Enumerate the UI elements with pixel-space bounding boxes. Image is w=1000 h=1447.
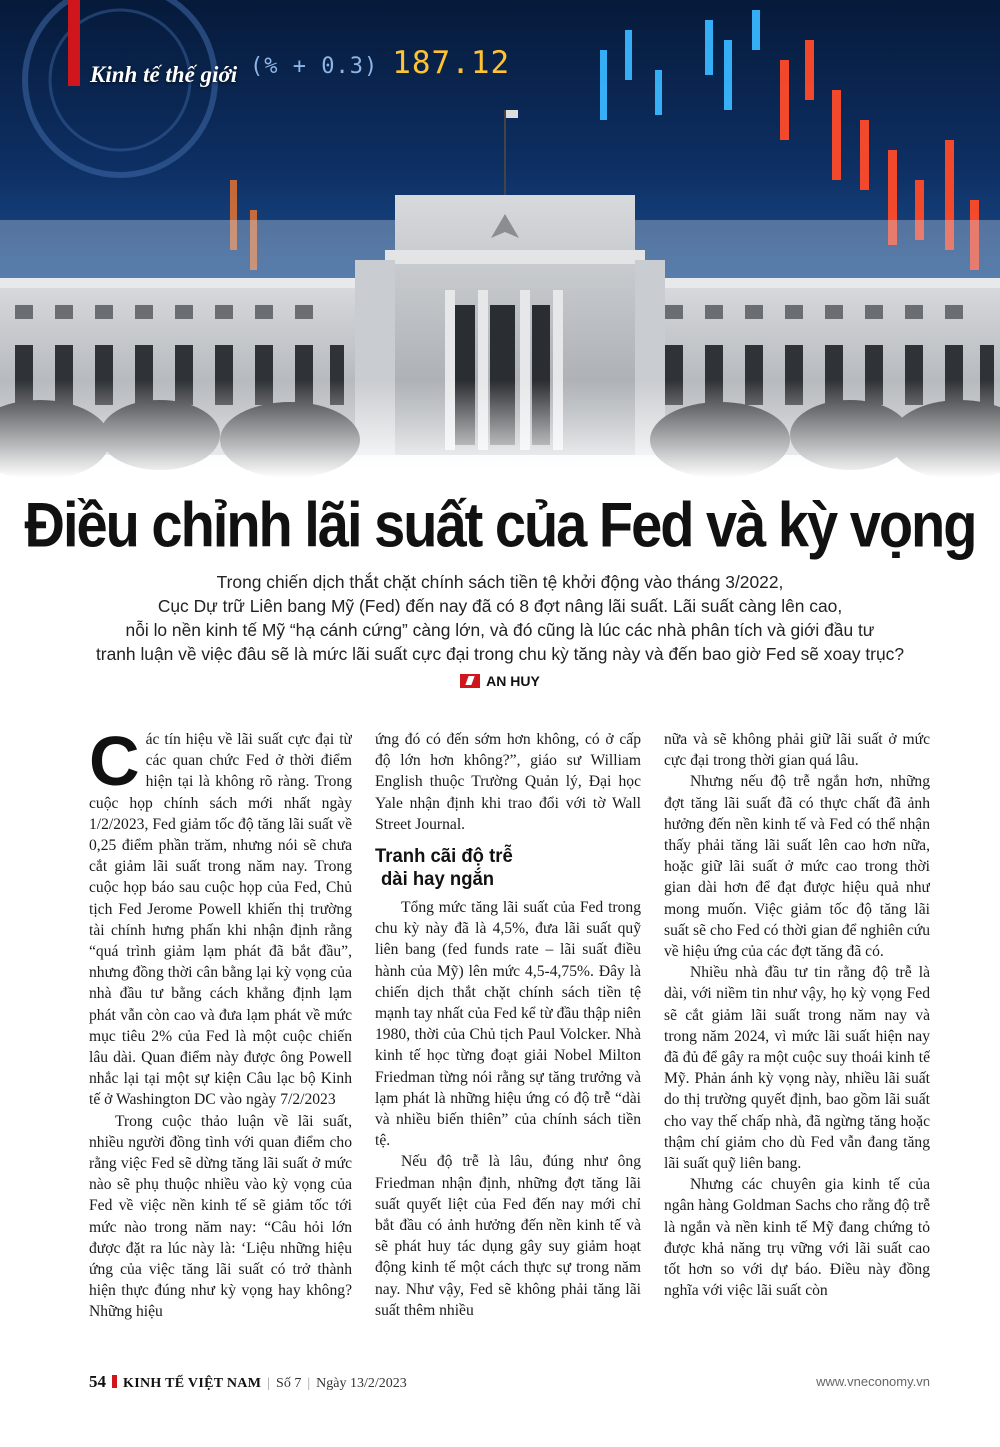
- article-column-3: [664, 729, 930, 1341]
- body-paragraph: Nếu độ trễ là lâu, đúng như ông Friedman nhận định, những đợt tăng lãi suất quyết liệt của Fed đến nay mới chỉ bắt đầu có ảnh hưởng đến nền kinh tế và sẽ phát huy tác dụng gây suy giảm hoạt động kinh tế một cách thực sự trong năm nay. Như vậy, Fed sẽ không phải tăng lãi suất thêm nhiều: [375, 1153, 641, 1319]
- ticker-change: (% + 0.3): [250, 54, 379, 79]
- subheading-line: Tranh cãi độ trễ: [375, 843, 513, 866]
- footer-separator: |: [307, 1376, 311, 1391]
- article-lead: [70, 570, 930, 666]
- section-accent-bar: [68, 0, 80, 86]
- subheading-line: dài hay ngắn: [381, 867, 495, 890]
- stock-ticker: [250, 45, 510, 81]
- footer-separator: |: [267, 1376, 271, 1391]
- lead-line: tranh luận về việc đâu sẽ là mức lãi suất cực đại trong chu kỳ tăng này và đến bao giờ Fed sẽ xoay trục?: [95, 644, 905, 664]
- issue-number: Số 7: [276, 1376, 302, 1391]
- article-column-2: [375, 729, 641, 1341]
- section-label: Kinh tế thế giới: [90, 62, 238, 87]
- footer-accent-bar: [112, 1375, 117, 1388]
- magazine-name: KINH TẾ VIỆT NAM: [123, 1376, 262, 1391]
- page-number: 54: [89, 1372, 106, 1391]
- body-paragraph: [89, 729, 352, 1111]
- lead-line: Trong chiến dịch thắt chặt chính sách tiền tệ khởi động vào tháng 3/2022,: [216, 572, 784, 592]
- article-column-1: [89, 729, 352, 1341]
- issue-date: Ngày 13/2/2023: [316, 1376, 407, 1391]
- paragraph-text: ác tín hiệu về lãi suất cực đại từ các quan chức Fed ở thời điểm hiện tại là không rõ ràng. Trong cuộc họp chính sách mới nhất ngày 1/2/2023, Fed giảm tốc độ tăng lãi suất về 0,25 điểm phần trăm, nhưng nói sẽ chưa cắt giảm lãi suất trong năm nay. Trong cuộc họp báo sau cuộc họp của Fed, Chủ tịch Fed Jerome Powell khiến thị trường tài chính hưng phấn khi nhận định rằng “quá trình giảm lạm phát đã bắt đầu”, nhưng đồng thời cân bằng lại kỳ vọng của nhà đầu tư bằng cách khẳng định lạm phát vẫn còn cao và đưa lạm phát về mức mục tiêu 2% của Fed là một cuộc chiến lâu dài. Quan điểm này được ông Powell nhắc lại tại một sự kiện Câu lạc bộ Kinh tế ở Washington DC vào ngày 7/2/2023: [89, 731, 352, 1109]
- author-name: AN HUY: [486, 673, 540, 689]
- byline: [0, 673, 1000, 689]
- body-paragraph: Nhưng các chuyên gia kinh tế của ngân hàng Goldman Sachs cho rằng độ trễ là ngắn và nền kinh tế Mỹ đang chứng tỏ được khả năng trụ vững với lãi suất cao tốt hơn so với dự báo. Điều này đồng nghĩa với việc lãi suất còn: [664, 1176, 930, 1300]
- body-paragraph: Nhiều nhà đầu tư tin rằng độ trễ là dài, với niềm tin như vậy, họ kỳ vọng Fed sẽ cắt giảm lãi suất trong năm nay và trong năm 2024, vì mức lãi suất hiện nay đã đủ để gây ra một cuộc suy thoái kinh tế Mỹ. Phản ánh kỳ vọng này, nhiều lãi suất do thị trường quyết định, bao gồm lãi suất cho vay thế chấp nhà, đã ngừng tăng hoặc thậm chí giảm cho dù Fed vẫn đang tăng lãi suất quỹ liên bang.: [664, 964, 930, 1173]
- body-paragraph: Tổng mức tăng lãi suất của Fed trong chu kỳ này đã là 4,5%, đưa lãi suất quỹ liên bang (fed funds rate – lãi suất điều hành của Mỹ) lên mức 4,5-4,75%. Đây là chiến dịch thắt chặt chính sách tiền tệ mạnh tay nhất của Fed kể từ đầu thập niên 1980, thời của Chủ tịch Paul Volcker. Nhà kinh tế học từng đoạt giải Nobel Milton Friedman từng nói rằng sự tăng trưởng và lạm phát là những hiệu ứng có độ trễ “dài và nhiều biến thiên” của chính sách tiền tệ.: [375, 899, 641, 1150]
- body-paragraph: ứng đó có đến sớm hơn không, có ở cấp độ lớn hơn không?”, giáo sư William English thuộc Trường Quản lý, Đại học Yale nhận định khi trao đổi với tờ Wall Street Journal.: [375, 731, 641, 833]
- article-headline: Điều chỉnh lãi suất của Fed và kỳ vọng: [24, 489, 976, 560]
- hero-image: [0, 0, 1000, 478]
- section-subheading: [375, 844, 641, 890]
- page-footer: [89, 1372, 407, 1392]
- pen-icon: [460, 674, 480, 688]
- drop-cap: C: [89, 729, 140, 800]
- ticker-value: 187.12: [392, 45, 511, 81]
- lead-line: Cục Dự trữ Liên bang Mỹ (Fed) đến nay đã có 8 đợt nâng lãi suất. Lãi suất càng lên cao,: [157, 596, 843, 616]
- body-paragraph: Nhưng nếu độ trễ ngắn hơn, những đợt tăng lãi suất đã có thực chất đã ảnh hưởng đến nền kinh tế và Fed có thể nhận thấy phải tăng lãi suất lên cao hơn nữa, hoặc giữ lãi suất ở mức cao trong thời gian dài hơn để đạt được hiệu quả như mong muốn. Việc giảm tốc độ tăng lãi suất sẽ cho Fed có thời gian để nghiên cứu về hiệu ứng của các đợt tăng đã có.: [664, 773, 930, 961]
- lead-line: nỗi lo nền kinh tế Mỹ “hạ cánh cứng” càng lớn, và đó cũng là lúc các nhà phân tích và giới đầu tư: [125, 620, 875, 640]
- body-paragraph: nữa và sẽ không phải giữ lãi suất ở mức cực đại trong thời gian quá lâu.: [664, 731, 930, 770]
- website-link[interactable]: www.vneconomy.vn: [816, 1374, 930, 1389]
- body-paragraph: Trong cuộc thảo luận về lãi suất, nhiều người đồng tình với quan điểm cho rằng việc Fed sẽ dừng tăng lãi suất ở mức nào sẽ phụ thuộc nhiều vào kỳ vọng của Fed về việc nền kinh tế sẽ giảm tốc tới mức nào trong năm nay: “Câu hỏi lớn được đặt ra lúc này là: ‘Liệu những hiệu ứng của việc tăng lãi suất có trở thành hiện thực đúng như kỳ vọng hay không? Những hiệu: [89, 1112, 352, 1321]
